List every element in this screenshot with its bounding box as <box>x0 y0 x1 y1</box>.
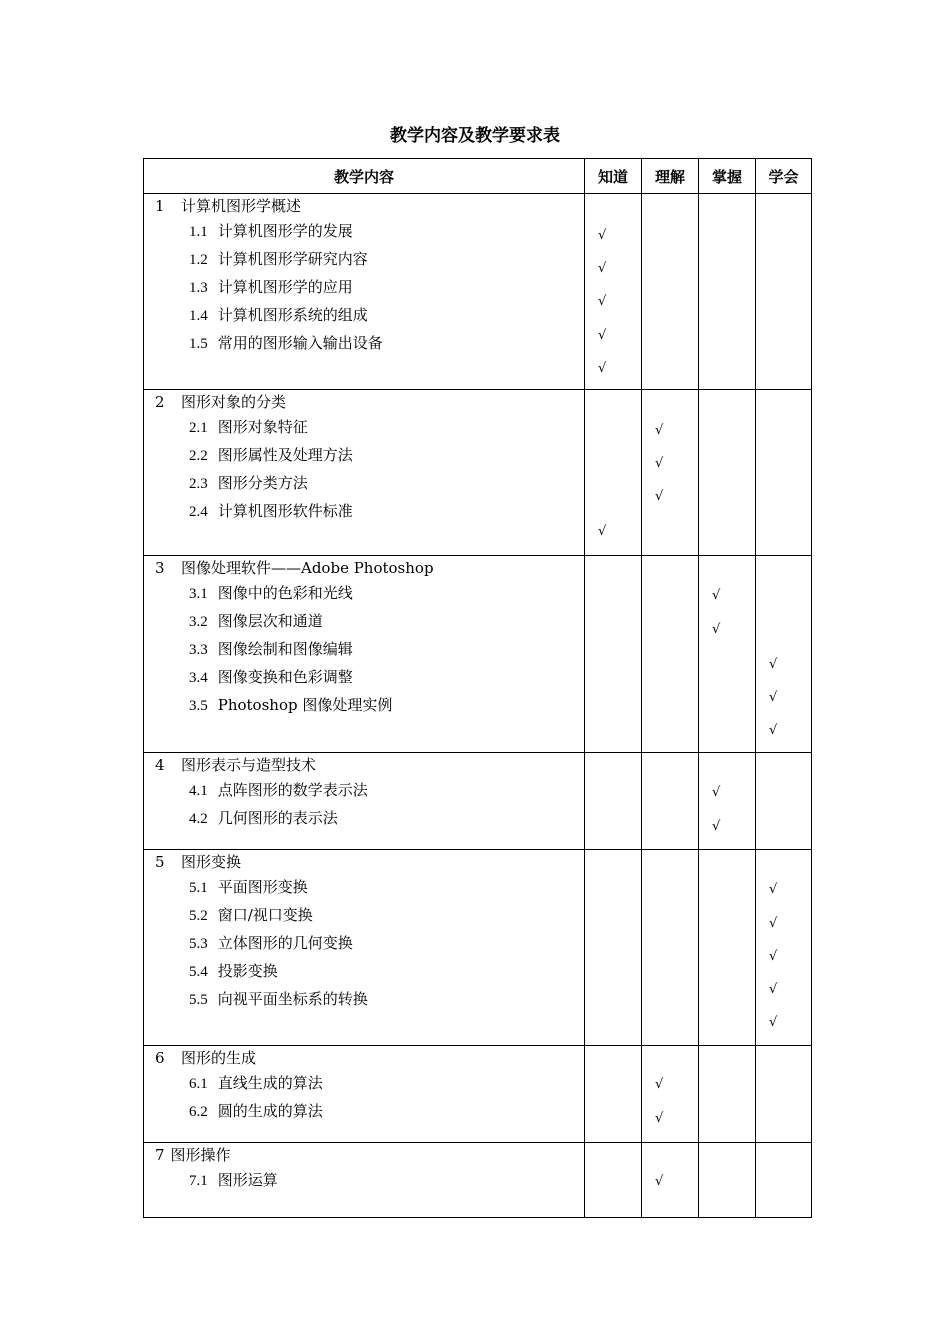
content-cell <box>144 556 585 753</box>
section-number: 6.2 <box>189 1104 208 1120</box>
section-number: 3.5 <box>189 698 208 714</box>
section-number: 1.4 <box>189 308 208 324</box>
section-item <box>189 416 308 437</box>
check-mark: √ <box>769 690 778 705</box>
section-title: 图形运算 <box>217 1171 278 1189</box>
header-content: 教学内容 <box>144 159 585 194</box>
check-mark: √ <box>598 294 607 309</box>
table-row <box>144 1143 812 1218</box>
check-mark: √ <box>655 489 664 504</box>
section-item <box>189 960 278 981</box>
table-row <box>144 390 812 556</box>
section-title: 投影变换 <box>217 962 278 980</box>
check-mark: √ <box>598 361 607 376</box>
check-mark: √ <box>598 228 607 243</box>
section-item <box>189 876 308 897</box>
table-row <box>144 850 812 1046</box>
section-item <box>189 472 308 493</box>
mark-cell-understand <box>642 850 699 1046</box>
chapter-number: 6 <box>155 1049 165 1067</box>
header-know: 知道 <box>585 159 642 194</box>
chapter-number: 5 <box>155 853 165 871</box>
section-title: 点阵图形的数学表示法 <box>217 781 368 799</box>
mark-cell-understand <box>642 753 699 850</box>
check-mark: √ <box>769 1015 778 1030</box>
section-title: 计算机图形学的应用 <box>217 278 353 296</box>
section-title: 窗口/视口变换 <box>217 906 313 924</box>
chapter-number: 2 <box>155 393 165 411</box>
check-mark: √ <box>769 657 778 672</box>
section-number: 5.3 <box>189 936 208 952</box>
content-cell <box>144 390 585 556</box>
section-number: 1.5 <box>189 336 208 352</box>
content-cell <box>144 753 585 850</box>
section-number: 3.3 <box>189 642 208 658</box>
mark-cell-understand <box>642 194 699 390</box>
section-item <box>189 276 353 297</box>
section-title: 计算机图形系统的组成 <box>217 306 368 324</box>
check-mark: √ <box>769 949 778 964</box>
chapter-heading <box>155 1047 256 1068</box>
check-mark: √ <box>769 723 778 738</box>
mark-cell-learn <box>756 753 812 850</box>
chapter-number: 3 <box>155 559 165 577</box>
mark-cell-master <box>699 390 756 556</box>
mark-cell-know <box>585 850 642 1046</box>
table-row <box>144 753 812 850</box>
check-mark: √ <box>598 328 607 343</box>
chapter-title: 图形表示与造型技术 <box>181 756 317 774</box>
section-title: Photoshop 图像处理实例 <box>217 696 393 714</box>
mark-cell-learn <box>756 194 812 390</box>
chapter-heading <box>155 557 434 578</box>
chapter-heading <box>155 391 286 412</box>
section-item <box>189 807 338 828</box>
section-number: 6.1 <box>189 1076 208 1092</box>
section-title: 常用的图形输入输出设备 <box>217 334 383 352</box>
check-mark: √ <box>712 622 721 637</box>
mark-cell-know <box>585 1143 642 1218</box>
section-title: 几何图形的表示法 <box>217 809 338 827</box>
mark-cell-learn <box>756 556 812 753</box>
section-item <box>189 582 353 603</box>
check-mark: √ <box>655 1111 664 1126</box>
mark-cell-learn <box>756 1046 812 1143</box>
mark-cell-learn <box>756 1143 812 1218</box>
chapter-heading <box>155 195 301 216</box>
section-item <box>189 694 392 715</box>
mark-cell-know <box>585 1046 642 1143</box>
section-item <box>189 332 383 353</box>
check-mark: √ <box>769 982 778 997</box>
chapter-heading <box>155 754 316 775</box>
section-number: 1.2 <box>189 252 208 268</box>
mark-cell-learn <box>756 850 812 1046</box>
section-item <box>189 1100 323 1121</box>
section-number: 2.3 <box>189 476 208 492</box>
chapter-title: 图形变换 <box>181 853 242 871</box>
chapter-title: 图形操作 <box>170 1146 231 1164</box>
check-mark: √ <box>655 1174 664 1189</box>
mark-cell-understand <box>642 556 699 753</box>
table-row <box>144 1046 812 1143</box>
content-cell <box>144 1143 585 1218</box>
mark-cell-know <box>585 194 642 390</box>
check-mark: √ <box>769 882 778 897</box>
section-number: 4.1 <box>189 783 208 799</box>
check-mark: √ <box>655 423 664 438</box>
chapter-heading <box>155 1144 231 1165</box>
mark-cell-understand <box>642 390 699 556</box>
section-number: 5.4 <box>189 964 208 980</box>
chapter-heading <box>155 851 241 872</box>
section-item <box>189 638 353 659</box>
check-mark: √ <box>598 261 607 276</box>
requirements-table <box>143 158 812 1218</box>
chapter-title: 计算机图形学概述 <box>181 197 302 215</box>
chapter-title: 图像处理软件——Adobe Photoshop <box>181 559 434 577</box>
content-cell <box>144 1046 585 1143</box>
section-number: 1.3 <box>189 280 208 296</box>
section-item <box>189 304 368 325</box>
chapter-number: 7 <box>155 1146 165 1164</box>
section-title: 直线生成的算法 <box>217 1074 323 1092</box>
section-item <box>189 988 368 1009</box>
chapter-title: 图形的生成 <box>181 1049 257 1067</box>
section-number: 5.1 <box>189 880 208 896</box>
section-title: 立体图形的几何变换 <box>217 934 353 952</box>
section-title: 计算机图形学的发展 <box>217 222 353 240</box>
section-number: 2.1 <box>189 420 208 436</box>
check-mark: √ <box>598 524 607 539</box>
section-number: 3.2 <box>189 614 208 630</box>
section-number: 3.4 <box>189 670 208 686</box>
section-item <box>189 220 353 241</box>
section-number: 2.4 <box>189 504 208 520</box>
section-item <box>189 1072 323 1093</box>
mark-cell-understand <box>642 1143 699 1218</box>
section-item <box>189 248 368 269</box>
section-number: 1.1 <box>189 224 208 240</box>
chapter-number: 1 <box>155 197 165 215</box>
section-item <box>189 904 313 925</box>
section-number: 5.5 <box>189 992 208 1008</box>
chapter-number: 4 <box>155 756 165 774</box>
section-title: 向视平面坐标系的转换 <box>217 990 368 1008</box>
mark-cell-master <box>699 194 756 390</box>
mark-cell-understand <box>642 1046 699 1143</box>
section-title: 圆的生成的算法 <box>217 1102 323 1120</box>
section-item <box>189 666 353 687</box>
header-master: 掌握 <box>699 159 756 194</box>
mark-cell-master <box>699 556 756 753</box>
mark-cell-know <box>585 556 642 753</box>
section-number: 3.1 <box>189 586 208 602</box>
section-title: 计算机图形学研究内容 <box>217 250 368 268</box>
table-row <box>144 556 812 753</box>
table-header-row <box>144 159 812 194</box>
section-item <box>189 779 368 800</box>
section-number: 4.2 <box>189 811 208 827</box>
mark-cell-know <box>585 390 642 556</box>
section-number: 5.2 <box>189 908 208 924</box>
section-title: 图像层次和通道 <box>217 612 323 630</box>
section-title: 图像中的色彩和光线 <box>217 584 353 602</box>
section-title: 图像绘制和图像编辑 <box>217 640 353 658</box>
section-title: 平面图形变换 <box>217 878 308 896</box>
content-cell <box>144 850 585 1046</box>
table-row <box>144 194 812 390</box>
mark-cell-master <box>699 850 756 1046</box>
section-item <box>189 500 353 521</box>
section-title: 图像变换和色彩调整 <box>217 668 353 686</box>
section-item <box>189 610 323 631</box>
mark-cell-master <box>699 753 756 850</box>
section-item <box>189 932 353 953</box>
check-mark: √ <box>712 785 721 800</box>
mark-cell-know <box>585 753 642 850</box>
page-title: 教学内容及教学要求表 <box>390 126 560 146</box>
check-mark: √ <box>712 588 721 603</box>
section-number: 2.2 <box>189 448 208 464</box>
chapter-title: 图形对象的分类 <box>181 393 287 411</box>
mark-cell-learn <box>756 390 812 556</box>
check-mark: √ <box>655 456 664 471</box>
mark-cell-master <box>699 1143 756 1218</box>
check-mark: √ <box>769 916 778 931</box>
content-cell <box>144 194 585 390</box>
check-mark: √ <box>655 1077 664 1092</box>
mark-cell-master <box>699 1046 756 1143</box>
header-understand: 理解 <box>642 159 699 194</box>
section-title: 图形对象特征 <box>217 418 308 436</box>
section-number: 7.1 <box>189 1173 208 1189</box>
section-title: 图形分类方法 <box>217 474 308 492</box>
header-learn: 学会 <box>756 159 812 194</box>
check-mark: √ <box>712 819 721 834</box>
section-item <box>189 1169 278 1190</box>
section-item <box>189 444 353 465</box>
section-title: 图形属性及处理方法 <box>217 446 353 464</box>
section-title: 计算机图形软件标准 <box>217 502 353 520</box>
